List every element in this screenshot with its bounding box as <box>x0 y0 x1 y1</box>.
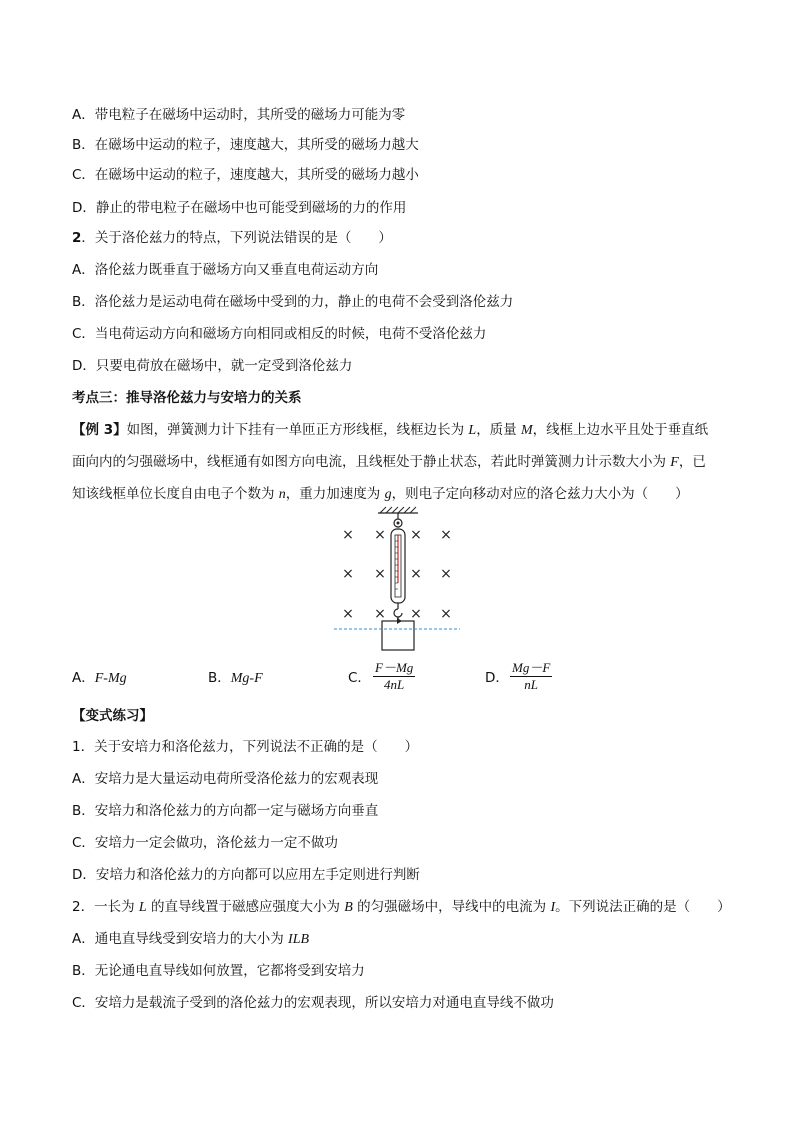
example3-text: 如图，弹簧测力计下挂有一单匝正方形线框，线框边长为 <box>126 422 469 438</box>
symbol-n: n <box>278 487 286 502</box>
symbol-B: B <box>344 900 353 915</box>
v2-text: A．通电直导线受到安培力的大小为 <box>72 931 289 947</box>
field-cross: × <box>374 527 386 543</box>
q2-stem-text: ．关于洛伦兹力的特点，下列说法错误的是（ ） <box>81 230 392 246</box>
field-cross: × <box>342 606 354 622</box>
variant-heading: 【变式练习】 <box>72 708 153 724</box>
example3-option-d-label: D． <box>485 670 509 686</box>
field-cross: × <box>440 606 452 622</box>
v1-option-d: D．安培力和洛伦兹力的方向都可以应用左手定则进行判断 <box>72 867 420 883</box>
v1-option-c: C．安培力一定会做功，洛伦兹力一定不做功 <box>72 835 338 851</box>
field-cross: × <box>440 566 452 582</box>
example3-text: 知该线框单位长度自由电子个数为 <box>72 486 279 502</box>
example3-line3 <box>72 484 689 505</box>
option-label: B． <box>208 670 231 686</box>
field-cross: × <box>342 566 354 582</box>
q1-option-a: A．带电粒子在磁场中运动时，其所受的磁场力可能为零 <box>72 107 406 123</box>
v2-text: 。下列说法正确的是（ ） <box>555 899 731 915</box>
bottom-hook <box>394 609 402 617</box>
example3-option-a <box>72 668 127 689</box>
square-wire-frame <box>382 621 414 650</box>
example3-option-d-fraction <box>510 660 552 693</box>
example3-text: ，则电子定向移动对应的洛仑兹力大小为（ ） <box>391 486 689 502</box>
symbol-L: L <box>468 423 477 438</box>
symbol-L: L <box>138 900 147 915</box>
v2-text: 2．一长为 <box>72 899 139 915</box>
q2-option-b: B．洛伦兹力是运动电荷在磁场中受到的力，静止的电荷不会受到洛伦兹力 <box>72 294 514 310</box>
example3-text: ，已 <box>678 454 706 470</box>
v2-text: 的匀强磁场中，导线中的电流为 <box>352 899 551 915</box>
section3-heading: 考点三：推导洛伦兹力与安培力的关系 <box>72 390 302 406</box>
field-cross: × <box>410 527 422 543</box>
example3-option-b <box>208 668 263 689</box>
q1-option-b: B．在磁场中运动的粒子，速度越大，其所受的磁场力越大 <box>72 137 419 153</box>
v2-option-c: C．安培力是载流子受到的洛伦兹力的宏观表现，所以安培力对通电直导线不做功 <box>72 995 554 1011</box>
example3-tag: 【例 3】 <box>72 422 127 438</box>
v2-option-a <box>72 929 309 950</box>
field-cross: × <box>374 566 386 582</box>
option-value: Mg-F <box>230 671 263 686</box>
symbol-g: g <box>384 487 392 502</box>
example3-option-c-label: C． <box>348 670 371 686</box>
v1-stem: 1．关于安培力和洛伦兹力，下列说法不正确的是（ ） <box>72 739 419 755</box>
fraction-numerator: F－Mg <box>375 660 414 675</box>
v2-stem <box>72 897 731 918</box>
symbol-F: F <box>670 455 679 470</box>
v2-text: 的直导线置于磁感应强度大小为 <box>146 899 345 915</box>
field-cross: × <box>410 606 422 622</box>
example3-text: ，重力加速度为 <box>285 486 385 502</box>
example3-text: 面向内的匀强磁场中，线框通有如图方向电流，且线框处于静止状态，若此时弹簧测力计示数大小为 <box>72 454 671 470</box>
v2-option-b: B．无论通电直导线如何放置，它都将受到安培力 <box>72 963 365 979</box>
q2-number: 2 <box>72 230 82 246</box>
example3-text: ，质量 <box>476 422 521 438</box>
symbol-M: M <box>520 423 533 438</box>
spring-scale-figure <box>330 505 470 655</box>
example3-line1 <box>72 420 708 441</box>
fraction-numerator: Mg－F <box>512 660 551 675</box>
fraction-denominator: 4nL <box>384 677 405 692</box>
field-cross: × <box>440 527 452 543</box>
q2-stem <box>72 228 392 248</box>
option-label: A． <box>72 670 95 686</box>
example3-option-c-fraction <box>373 660 415 693</box>
v1-option-b: B．安培力和洛伦兹力的方向都一定与磁场方向垂直 <box>72 803 379 819</box>
fraction-denominator: nL <box>524 677 538 692</box>
symbol-ILB: ILB <box>288 932 310 947</box>
q1-option-c: C．在磁场中运动的粒子，速度越大，其所受的磁场力越小 <box>72 167 419 183</box>
v1-option-a: A．安培力是大量运动电荷所受洛伦兹力的宏观表现 <box>72 771 379 787</box>
q2-option-a: A．洛伦兹力既垂直于磁场方向又垂直电荷运动方向 <box>72 262 379 278</box>
symbol-I: I <box>550 900 556 915</box>
q2-option-d: D．只要电荷放在磁场中，就一定受到洛伦兹力 <box>72 358 353 374</box>
field-cross: × <box>410 566 422 582</box>
field-cross: × <box>374 606 386 622</box>
option-value: F-Mg <box>94 671 127 686</box>
example3-text: ，线框上边水平且处于垂直纸 <box>532 422 709 438</box>
q2-option-c: C．当电荷运动方向和磁场方向相同或相反的时候，电荷不受洛伦兹力 <box>72 326 487 342</box>
field-cross: × <box>342 527 354 543</box>
ceiling-hatch <box>380 507 416 513</box>
q1-option-d: D．静止的带电粒子在磁场中也可能受到磁场的力的作用 <box>72 200 407 216</box>
example3-line2 <box>72 452 706 473</box>
